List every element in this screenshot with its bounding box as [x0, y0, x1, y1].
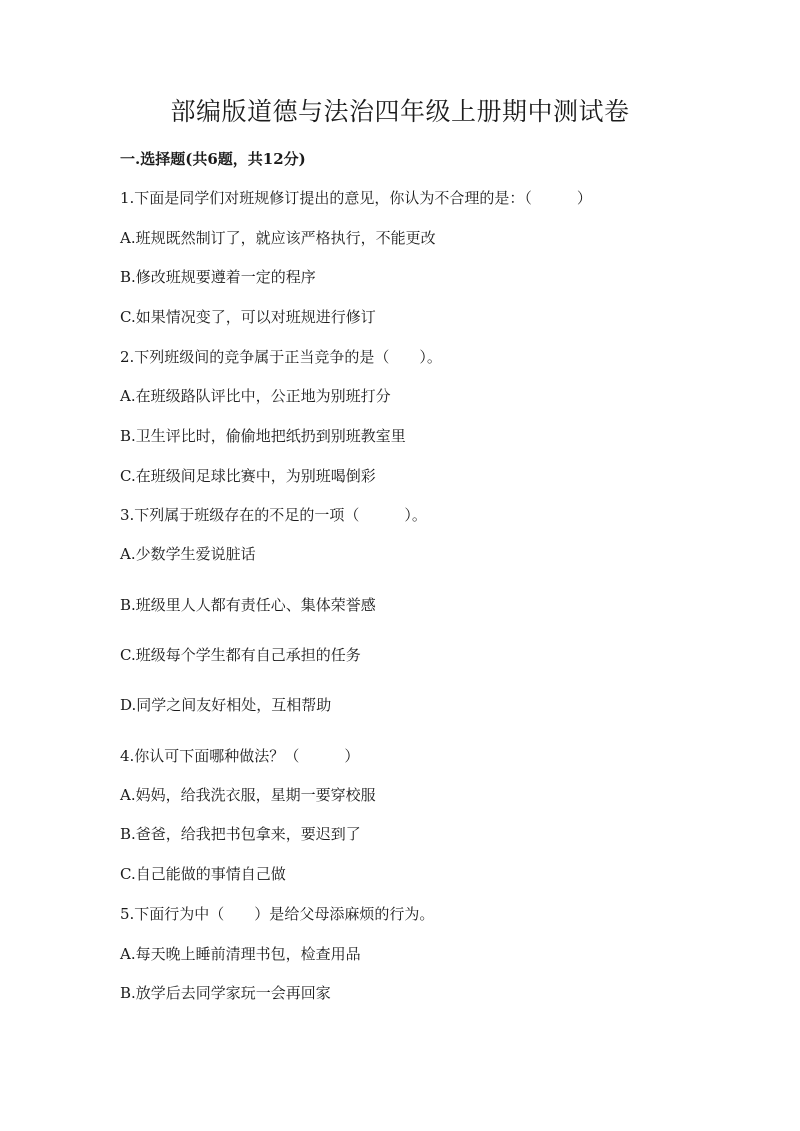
question-4-option-a: A.妈妈，给我洗衣服，星期一要穿校服: [120, 786, 376, 804]
question-2-option-a: A.在班级路队评比中，公正地为别班打分: [120, 387, 391, 405]
page-title: 部编版道德与法治四年级上册期中测试卷: [170, 97, 630, 126]
question-3-option-a: A.少数学生爱说脏话: [120, 545, 256, 563]
question-1-option-a: A.班规既然制订了，就应该严格执行，不能更改: [120, 229, 436, 247]
question-5-option-b: B.放学后去同学家玩一会再回家: [120, 984, 331, 1002]
question-5-option-a: A.每天晚上睡前清理书包，检查用品: [120, 945, 361, 963]
question-2-option-b: B.卫生评比时，偷偷地把纸扔到别班教室里: [120, 427, 406, 445]
question-3-option-c: C.班级每个学生都有自己承担的任务: [120, 646, 361, 664]
question-5-stem: 5.下面行为中（ ）是给父母添麻烦的行为。: [120, 905, 435, 923]
question-4-option-b: B.爸爸，给我把书包拿来，要迟到了: [120, 825, 361, 843]
question-1-option-b: B.修改班规要遵着一定的程序: [120, 268, 316, 286]
section-heading: 一.选择题(共6题，共12分): [120, 150, 306, 168]
question-1-stem: 1.下面是同学们对班规修订提出的意见，你认为不合理的是：（ ）: [120, 189, 592, 207]
question-3-option-b: B.班级里人人都有责任心、集体荣誉感: [120, 596, 376, 614]
question-3-stem: 3.下列属于班级存在的不足的一项（ ）。: [120, 506, 427, 524]
question-4-stem: 4.你认可下面哪种做法？（ ）: [120, 747, 360, 765]
question-3-option-d: D.同学之间友好相处，互相帮助: [120, 696, 332, 714]
question-2-option-c: C.在班级间足球比赛中，为别班喝倒彩: [120, 467, 376, 485]
question-4-option-c: C.自己能做的事情自己做: [120, 865, 286, 883]
question-2-stem: 2.下列班级间的竞争属于正当竞争的是（ ）。: [120, 348, 442, 366]
question-1-option-c: C.如果情况变了，可以对班规进行修订: [120, 308, 376, 326]
